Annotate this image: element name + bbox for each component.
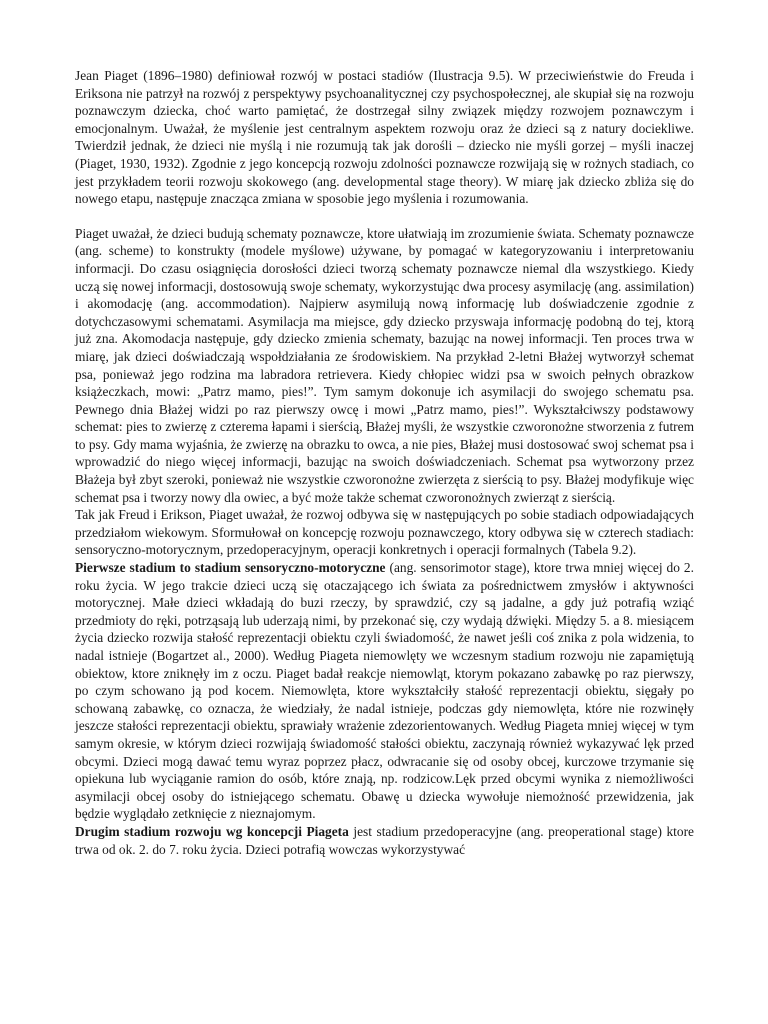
paragraph-stages-overview: Tak jak Freud i Erikson, Piaget uważał, że rozwoj odbywa się w następujących po sobie stadiach odpowiadających przedziałom wiekowym. Sformułował on koncepcję rozwoju poznawczego, ktory odbywa się w czterech stadiach: sensoryczno-motorycznym, przedoperacyjnym, operacji konkretnych i operacji formalnych (Tabela 9.2). — [75, 507, 694, 558]
sensorimotor-heading: Pierwsze stadium to stadium sensoryczno-motoryczne — [75, 560, 386, 576]
preoperational-text: jest stadium przedoperacyjne (ang. preoperational stage) ktore trwa od ok. 2. do 7. roku życia. Dzieci potrafią wowczas wykorzystywać — [75, 823, 694, 857]
paragraph-sensorimotor — [75, 559, 694, 823]
paragraph-preoperational — [75, 823, 694, 858]
document-page — [75, 67, 694, 858]
paragraph-schemas: Piaget uważał, że dzieci budują schematy poznawcze, ktore ułatwiają im zrozumienie świata. Schematy poznawcze (ang. scheme) to konstrukty (modele myślowe) używane, by pomagać w kategoryzowaniu i interpretowaniu informacji. Do czasu osiągnięcia dorosłości dzieci tworzą schematy poznawcze niemal dla wszystkiego. Kiedy uczą się nowej informacji, dostosowują swoje schematy, wykorzystując dwa procesy asymilację (ang. assimilation) i akomodację (ang. accommodation). Najpierw asymilują nową informację lub doświadczenie zgodnie z dotychczasowymi schematami. Asymilacja ma miejsce, gdy dziecko przyswaja informację podobną do tej, ktorą już zna. Akomodacja następuje, gdy dziecko zmienia schematy, bazując na nowej informacji. Ten proces trwa w miarę, jak dzieci doświadczają wspołdziałania ze środowiskiem. Na przykład 2-letni Błażej wytworzył schemat psa, ponieważ jego rodzina ma labradora retrievera. Kiedy chłopiec widzi psa w swoich pełnych obrazkow książeczkach, mowi: „Patrz mamo, pies!”. Tym samym dokonuje ich asymilacji do swojego schematu psa. Pewnego dnia Błażej widzi po raz pierwszy owcę i mowi „Patrz mamo, pies!”. Wykształciwszy podstawowy schemat: pies to zwierzę z czterema łapami i sierścią, Błażej myśli, że wszystkie czworonożne stworzenia z futrem to psy. Gdy mama wyjaśnia, że zwierzę na obrazku to owca, a nie pies, Błażej musi dostosować swoj schemat psa i wprowadzić do niego więcej informacji, bazując na swoich doświadczeniach. Schemat psa wytworzony przez Błażeja był zbyt szeroki, ponieważ nie wszystkie czworonożne zwierzęta z sierścią to psy. Błażej modyfikuje więc schemat psa i tworzy nowy dla owiec, a być może także schemat czworonożnych zwierząt z sierścią. — [75, 225, 694, 505]
sensorimotor-text: (ang. sensorimotor stage), ktore trwa mniej więcej do 2. roku życia. W jego trakcie dzieci uczą się otaczającego ich świata za pośrednictwem zmysłów i aktywności motorycznej. Małe dzieci wkładają do buzi rzeczy, by sprawdzić, czy są jadalne, a gdy już potrafią wziąć przedmioty do ręki, potrząsają lub uderzają nimi, by przekonać się, czy wydają dźwięki. Między 5. a 8. miesiącem życia dziecko rozwija stałość reprezentacji obiektu czyli świadomość, że nawet jeśli coś znika z pola widzenia, to nadal istnieje (Bogartzet al., 2000). Według Piageta niemowlęty we wczesnym stadium rozwoju nie zapamiętują obiektow, ktore zniknęły im z oczu. Piaget badał reakcje niemowląt, ktorym pokazano zabawkę po raz pierwszy, po czym schowano ją pod kocem. Niemowlęta, ktore wykształciły stałość reprezentacji obiektu, sięgały po schowaną zabawkę, co oznacza, że wiedziały, że nadal istnieje, podczas gdy niemowlęta, które nie rozwinęły jeszcze stałości reprezentacji obiektu, sprawiały wrażenie zdezorientowanych. Według Piageta mniej więcej w tym samym okresie, w którym dzieci rozwijają świadomość stałości obiektu, zaczynają również wykazywać lęk przed obcymi. Dzieci mogą dawać temu wyraz poprzez płacz, odwracanie się od osoby obcej, kurczowe trzymanie się opiekuna lub wyciąganie ramion do osób, które znają, np. rodzicow.Lęk przed obcymi wynika z niemożliwości asymilacji obcej osoby do istniejącego schematu. Obawę u dziecka wywołuje niemożność przewidzenia, jak będzie wyglądało zetknięcie z nieznajomym. — [75, 560, 694, 822]
preoperational-heading: Drugim stadium rozwoju wg koncepcji Piageta — [75, 823, 349, 839]
paragraph-intro: Jean Piaget (1896–1980) definiował rozwój w postaci stadiów (Ilustracja 9.5). W przeciwieństwie do Freuda i Eriksona nie patrzył na rozwój z perspektywy psychoanalitycznej czy psychospołecznej, ale skupiał się na rozwoju poznawczym dziecka, choć warto pamiętać, że dostrzegał silny związek między rozwojem poznawczym i emocjonalnym. Uważał, że myślenie jest centralnym aspektem rozwoju oraz że dzieci są z natury dociekliwe. Twierdził jednak, że dzieci nie myślą i nie rozumują tak jak dorośli – dziecko nie myśli gorzej – myśli inaczej (Piaget, 1930, 1932). Zgodnie z jego koncepcją rozwoju zdolności poznawcze rozwijają się w rożnych stadiach, co jest przykładem teorii rozwoju skokowego (ang. developmental stage theory). W miarę jak dziecko zbliża się do nowego etapu, następuje znacząca zmiana w sposobie jego myślenia i rozumowania. — [75, 68, 694, 207]
